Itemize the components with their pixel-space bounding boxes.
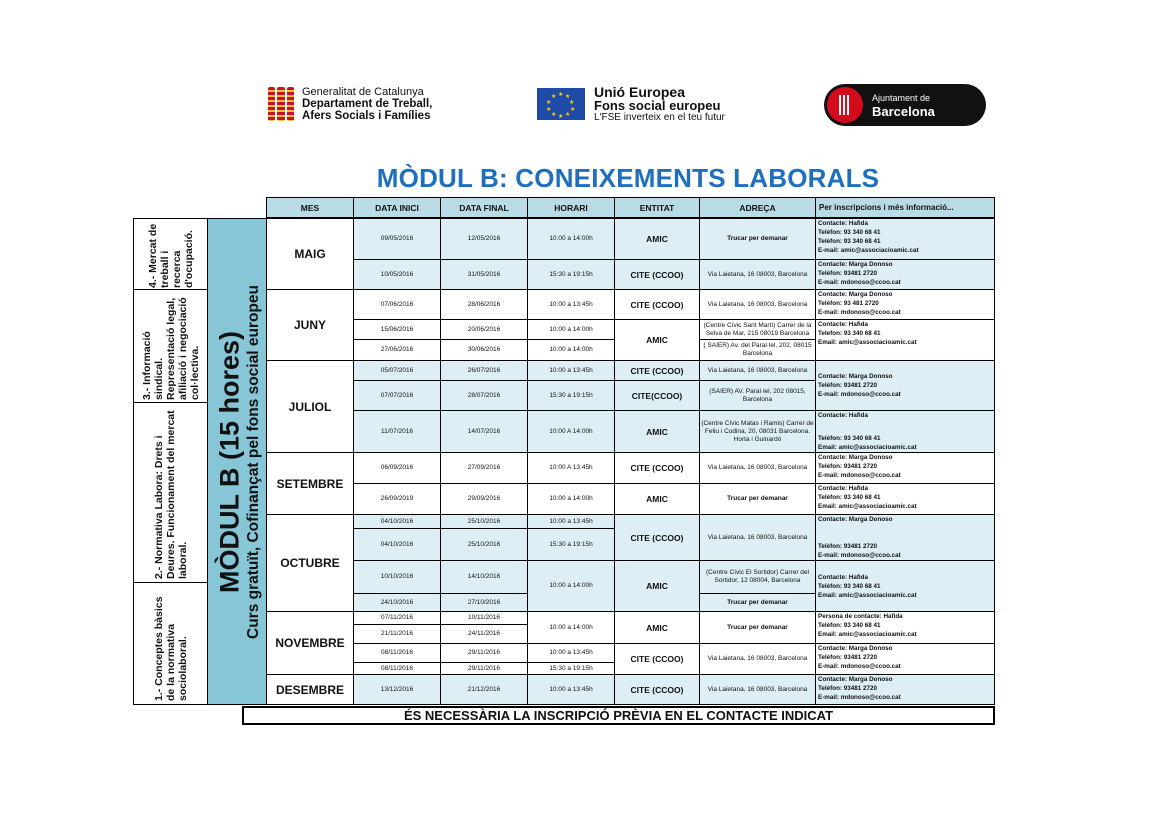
schedule: 10:00 A 14:00h xyxy=(527,410,615,453)
contact-info xyxy=(815,674,995,705)
address: Via Laietana, 16 08003, Barcelona xyxy=(699,259,816,290)
address: Via Laietana, 16 08003, Barcelona xyxy=(699,514,816,561)
entity: CITE (CCOO) xyxy=(614,643,700,675)
schedule: 10:00 a 14:00h xyxy=(527,218,615,260)
schedule: 10:00 a 13:45h xyxy=(527,643,615,663)
date-start: 11/07/2016 xyxy=(353,410,441,453)
entity: CITE (CCOO) xyxy=(614,514,700,561)
contact-line: Contacte: Marga Donoso xyxy=(818,516,893,523)
generalitat-line2: Departament de Treball, xyxy=(302,98,433,110)
contact-line: Contacte: Hafida xyxy=(818,220,869,227)
schedule: 15:30 a 19:15h xyxy=(527,259,615,290)
contact-line: Contacte: Marga Donoso xyxy=(818,373,893,380)
generalitat-senyera-icon xyxy=(268,87,294,121)
date-start: 26/09/2019 xyxy=(353,483,441,515)
topic-1 xyxy=(133,582,208,705)
address: (Centre Cívic Sant Martí) Carrer de la Selva de Mar, 215 08019 Barcelona xyxy=(699,319,816,340)
entity: CITE (CCOO) xyxy=(614,360,700,381)
date-end: 28/07/2016 xyxy=(440,380,528,411)
contact-info xyxy=(815,611,995,644)
ajuntament-line2: Barcelona xyxy=(872,104,935,119)
eu-logo xyxy=(537,85,725,123)
address: (Centre Cívic El Sortidor) Carrer del Sortidor, 12 08004, Barcelona xyxy=(699,560,816,594)
entity: CITE (CCOO) xyxy=(614,452,700,484)
registration-notice: ÉS NECESSÀRIA LA INSCRIPCIÓ PRÈVIA EN EL CONTACTE INDICAT xyxy=(242,706,995,725)
date-start: 24/10/2016 xyxy=(353,593,441,612)
contact-line: Telèfon: 93481 2720 xyxy=(818,654,878,661)
contact-line: Contacte: Marga Donoso xyxy=(818,676,893,683)
date-start: 13/12/2016 xyxy=(353,674,441,705)
schedule: 15:30 a 19:15h xyxy=(527,380,615,411)
modul-column xyxy=(207,218,267,705)
barcelona-shield-icon xyxy=(827,87,863,123)
logo-bar xyxy=(0,82,1169,132)
entity: AMIC xyxy=(614,319,700,361)
date-start: 04/10/2016 xyxy=(353,514,441,529)
contact-line: Telèfon: 93 340 68 41 Email: amic@associacioamic.cat xyxy=(818,435,917,451)
entity: CITE (CCOO) xyxy=(614,259,700,290)
month-cell: DESEMBRE xyxy=(266,674,354,705)
schedule: 10:00 a 14:00h xyxy=(527,319,615,340)
contact-line: Contacte: Hafida xyxy=(818,485,869,492)
address: Via Laietana, 16 08003, Barcelona xyxy=(699,674,816,705)
contact-line: Telèfon: 93 340 68 41 xyxy=(818,622,881,629)
generalitat-logo xyxy=(268,86,432,122)
date-start: 07/11/2016 xyxy=(353,611,441,625)
header-info: Per inscripcions i més informació... xyxy=(815,197,995,218)
header-adreca: ADREÇA xyxy=(699,197,816,218)
month-cell: JUNY xyxy=(266,289,354,361)
date-start: 08/11/2016 xyxy=(353,662,441,675)
contact-info xyxy=(815,319,995,361)
contact-info xyxy=(815,218,995,260)
contact-line: Telèfon: 93481 2720 xyxy=(818,463,878,470)
contact-line: E-mail: mdonoso@ccoo.cat xyxy=(818,472,901,479)
eu-line2: Fons social europeu xyxy=(594,98,721,113)
contact-line: Persona de contacte: Hafida xyxy=(818,613,903,620)
schedule: 10:00 a 13:45h xyxy=(527,360,615,381)
header-horari: HORARI xyxy=(527,197,615,218)
contact-info xyxy=(815,643,995,675)
contact-info xyxy=(815,452,995,484)
date-end: 25/10/2016 xyxy=(440,514,528,529)
contact-line: E-mail: mdonoso@ccoo.cat xyxy=(818,663,901,670)
topic-2 xyxy=(133,402,208,583)
address: Via Laietana, 16 08003, Barcelona xyxy=(699,452,816,484)
contact-line: E-mail: mdonoso@ccoo.cat xyxy=(818,694,901,701)
contact-line: Telèfon: 93481 2720 xyxy=(818,685,878,692)
date-start: 15/06/2016 xyxy=(353,319,441,340)
contact-line: Contacte: Marga Donoso xyxy=(818,291,893,298)
header-data-final: DATA FINAL xyxy=(440,197,528,218)
date-end: 12/05/2016 xyxy=(440,218,528,260)
ajuntament-logo xyxy=(824,84,986,126)
address: Via Laietana, 16 08003, Barcelona xyxy=(699,360,816,381)
header-mes: MES xyxy=(266,197,354,218)
address: Via Laietana, 16 08003, Barcelona xyxy=(699,643,816,675)
ajuntament-line1: Ajuntament de xyxy=(872,93,931,103)
header-entitat: ENTITAT xyxy=(614,197,700,218)
date-end: 31/05/2016 xyxy=(440,259,528,290)
date-start: 21/11/2016 xyxy=(353,624,441,644)
entity: CITE(CCOO) xyxy=(614,380,700,411)
contact-info xyxy=(815,259,995,290)
month-cell: MAIG xyxy=(266,218,354,290)
date-end: 14/10/2016 xyxy=(440,560,528,594)
contact-line: Telèfon: 93 340 68 41 xyxy=(818,229,881,236)
contact-line: Telèfon: 93481 2720 E-mail: mdonoso@ccoo.cat xyxy=(818,543,901,559)
contact-line: E-mail: amic@associacioamic.cat xyxy=(818,247,919,254)
date-end: 30/06/2016 xyxy=(440,339,528,361)
topic-2-text: 2.- Normativa Labora: Drets i Deures. Funcionament del mercat laboral. xyxy=(152,409,189,579)
date-end: 28/06/2016 xyxy=(440,289,528,320)
contact-line: Contacte: Marga Donoso xyxy=(818,454,893,461)
schedule: 10:00 a 14:00h xyxy=(527,611,615,644)
date-end: 24/11/2016 xyxy=(440,624,528,644)
address: (SAIER) AV. Paral·lel, 202 08015, Barcelona xyxy=(699,380,816,411)
date-start: 07/07/2016 xyxy=(353,380,441,411)
topic-1-text: 1.- Conceptes bàsics de la normativa sociolaboral. xyxy=(152,596,189,701)
date-end: 27/10/2016 xyxy=(440,593,528,612)
contact-line: Telèfon: 93481 2720 xyxy=(818,382,878,389)
eu-line3: L'FSE inverteix en el teu futur xyxy=(594,112,725,123)
date-end: 20/06/2016 xyxy=(440,319,528,340)
schedule: 10:00 A 13:45h xyxy=(527,452,615,484)
month-cell: NOVEMBRE xyxy=(266,611,354,675)
topic-4 xyxy=(133,218,208,290)
header-data-inici: DATA INICI xyxy=(353,197,441,218)
date-end: 25/10/2016 xyxy=(440,528,528,561)
entity: AMIC xyxy=(614,410,700,453)
contact-line: Telèfon: 93 340 68 41 xyxy=(818,582,881,590)
date-end: 14/07/2016 xyxy=(440,410,528,453)
entity: AMIC xyxy=(614,560,700,612)
date-start: 04/10/2016 xyxy=(353,528,441,561)
contact-line: Contacte: Hafida xyxy=(818,321,869,328)
schedule: 10:00 a 14:00h xyxy=(527,483,615,515)
schedule: 10:00 a 13:45h xyxy=(527,674,615,705)
date-start: 09/05/2016 xyxy=(353,218,441,260)
contact-line: Contacte: Marga Donoso xyxy=(818,645,893,652)
contact-line: Telèfon: 93 481 2720 xyxy=(818,300,879,307)
contact-line: Contacte: Hafida xyxy=(818,412,869,419)
topic-3-text: 3.- Informació sindical. Representació legal, afiliació i negociació col·lectiva. xyxy=(140,297,201,400)
entity: AMIC xyxy=(614,483,700,515)
contact-line: Contacte: Marga Donoso xyxy=(818,261,893,268)
date-start: 05/07/2016 xyxy=(353,360,441,381)
contact-line: Telèfon: 93 340 68 41 xyxy=(818,238,881,245)
address: (Centre Cívic Matas i Ramis) Carrer de Feliu i Codina, 20, 08031 Barcelona. Horta i Guinardó xyxy=(699,410,816,453)
entity: AMIC xyxy=(614,611,700,644)
date-end: 10/11/2016 xyxy=(440,611,528,625)
entity: CITE (CCOO) xyxy=(614,289,700,320)
date-start: 07/06/2016 xyxy=(353,289,441,320)
contact-line: Telèfon: 93 340 68 41 xyxy=(818,494,881,501)
topic-3 xyxy=(133,289,208,403)
schedule: 10:00 a 14:00h xyxy=(527,339,615,361)
month-cell: SETEMBRE xyxy=(266,452,354,515)
date-start: 06/09/2016 xyxy=(353,452,441,484)
date-end: 27/09/2016 xyxy=(440,452,528,484)
date-end: 29/09/2016 xyxy=(440,483,528,515)
address: ( SAIER) Av. del Paral·lel, 202, 08015 Barcelona xyxy=(699,339,816,361)
date-start: 27/06/2016 xyxy=(353,339,441,361)
eu-flag-icon: ★ ★ ★ ★ ★ ★ ★ ★ ★ ★ xyxy=(537,88,585,120)
address: Trucar per demanar xyxy=(699,611,816,644)
address: Via Laietana, 16 08003, Barcelona xyxy=(699,289,816,320)
contact-info xyxy=(815,560,995,612)
entity: AMIC xyxy=(614,218,700,260)
date-end: 26/07/2016 xyxy=(440,360,528,381)
month-cell: JULIOL xyxy=(266,360,354,453)
contact-line: Email: amic@associacioamic.cat xyxy=(818,339,917,346)
contact-line: E-mail: mdonoso@ccoo.cat xyxy=(818,279,901,286)
schedule: 15:30 a 19:15h xyxy=(527,528,615,561)
modul-label: MÒDUL B (15 hores) xyxy=(214,330,245,593)
page-title: MÒDUL B: CONEIXEMENTS LABORALS xyxy=(376,163,880,193)
date-start: 08/11/2016 xyxy=(353,643,441,663)
schedule: 10:00 a 13:45h xyxy=(527,289,615,320)
contact-info xyxy=(815,410,995,453)
date-end: 29/11/2016 xyxy=(440,662,528,675)
generalitat-line3: Afers Socials i Famílies xyxy=(302,110,431,122)
contact-info xyxy=(815,514,995,561)
contact-line: Email: amic@associacioamic.cat xyxy=(818,503,917,510)
contact-line: Email: amic@associacioamic.cat xyxy=(818,591,917,599)
address: Trucar per demanar xyxy=(699,218,816,260)
month-cell: OCTUBRE xyxy=(266,514,354,612)
date-start: 10/05/2016 xyxy=(353,259,441,290)
contact-line: Contacte: Hafida xyxy=(818,573,869,581)
address: Trucar per demanar xyxy=(699,483,816,515)
topic-4-text: 4.- Mercat de treball i recerca d'ocupació. xyxy=(146,223,195,288)
eu-line1: Unió Europea xyxy=(594,84,686,100)
address: Trucar per demanar xyxy=(699,593,816,612)
contact-line: E-mail: mdonoso@ccoo.cat xyxy=(818,309,901,316)
contact-line: Telèfon: 93481 2720 xyxy=(818,270,878,277)
contact-line: Email: amic@associacioamic.cat xyxy=(818,631,917,638)
date-end: 29/11/2016 xyxy=(440,643,528,663)
contact-info xyxy=(815,360,995,411)
schedule: 10:00 a 14:00h xyxy=(527,560,615,612)
curs-label: Curs gratuït, Cofinançat pel fons social europeu xyxy=(245,284,262,639)
entity: CITE (CCOO) xyxy=(614,674,700,705)
schedule: 15:30 a 19:15h xyxy=(527,662,615,675)
schedule: 10:00 a 13:45h xyxy=(527,514,615,529)
contact-line: Telefon: 93 340 68 41 xyxy=(818,330,881,337)
contact-line: E-mail: mdonoso@ccoo.cat xyxy=(818,391,901,398)
date-start: 10/10/2016 xyxy=(353,560,441,594)
contact-info xyxy=(815,289,995,320)
date-end: 21/12/2016 xyxy=(440,674,528,705)
contact-info xyxy=(815,483,995,515)
generalitat-line1: Generalitat de Catalunya xyxy=(302,86,424,98)
